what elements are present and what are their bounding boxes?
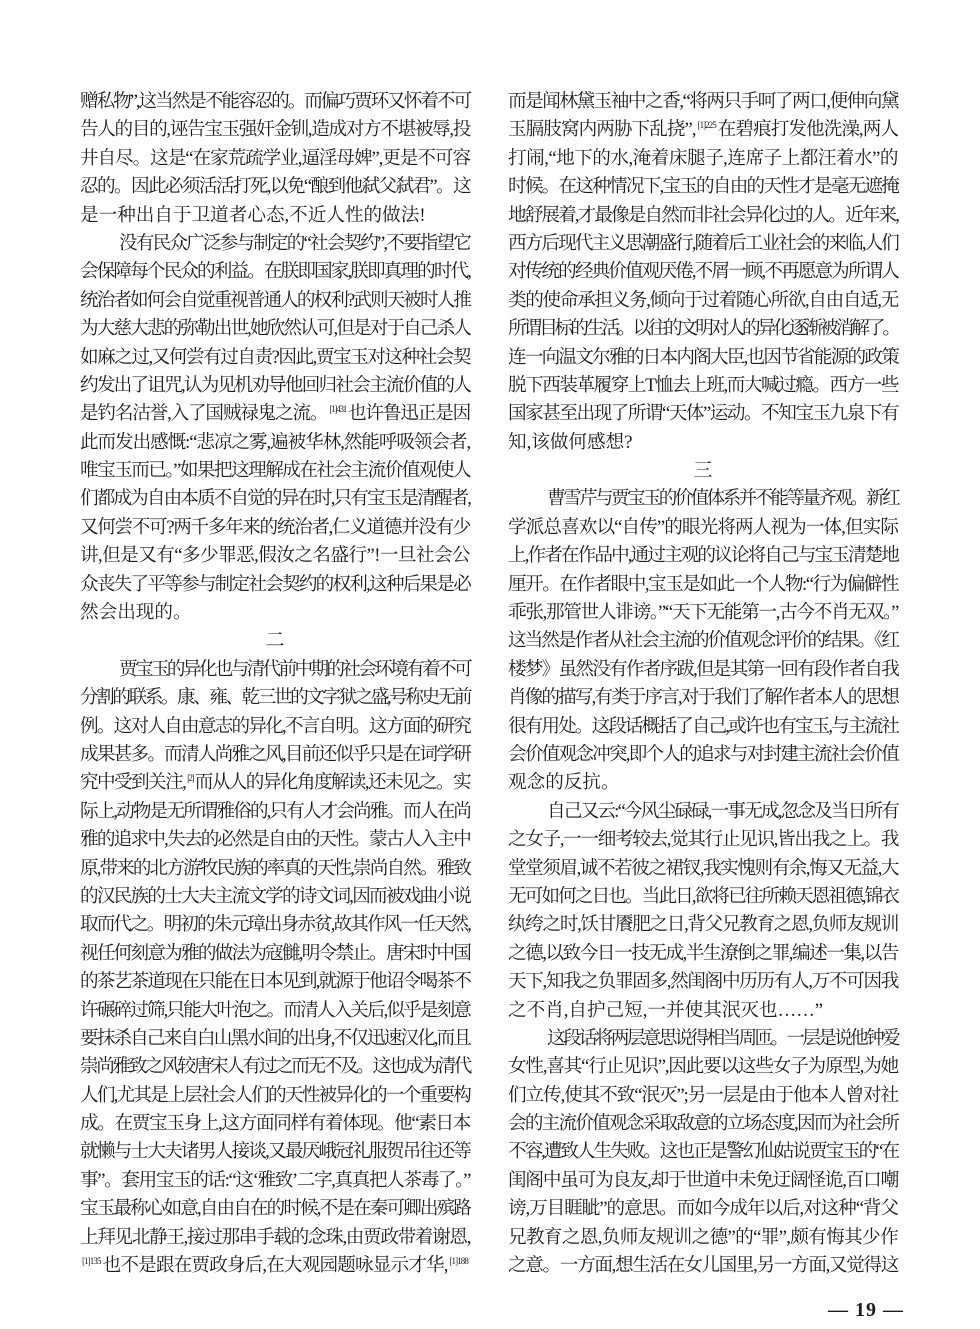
citation-reference: [1]135	[82, 1256, 101, 1267]
text-line: 为大慈大悲的弥勒出世,她欣然认可,但是对于自己杀人	[80, 318, 470, 340]
text-line: 之德,以致今日一技无成,半生潦倒之罪,编述一集,以告	[508, 942, 898, 964]
paragraph	[508, 485, 898, 797]
text-line: 类的使命承担义务,倾向于过着随心所欲,自由自适,无	[508, 289, 898, 311]
text-line: 就懒与士大夫诸男人接谈,又最厌峨冠礼服贺吊往还等	[80, 1141, 470, 1163]
text-line: 观念的反抗。	[508, 772, 620, 794]
text-line: 无可如何之日也。当此日,欲将已往所赖天恩祖德,锦衣	[508, 885, 898, 907]
text-line: 这段话将两层意思说得相当周匝。一层是说他钟爱	[547, 1027, 898, 1049]
text-line: 上,作者在作品中,通过主观的议论将自己与宝玉清楚地	[508, 545, 898, 567]
text-line: 人们,尤其是上层社会人们的天性被异化的一个重要构	[80, 1084, 470, 1106]
citation-reference: [2]	[187, 773, 193, 784]
section-heading: 三	[693, 460, 713, 482]
text-line: 们立传,使其不致“泯灭”;另一层是由于他本人曾对社	[508, 1084, 898, 1106]
text-line: 许碾碎过筛,只能大叶泡之。而清人入关后,似乎是刻意	[80, 999, 470, 1021]
text-line: 要抹杀自己来自白山黑水间的出身,不仅迅速汉化,而且	[80, 1027, 470, 1049]
text-line: 唯宝玉而已。”如果把这理解成在社会主流价值观使人	[80, 460, 470, 482]
text-line: 曹雪芹与贾宝玉的价值体系并不能等量齐观。新红	[547, 488, 898, 510]
text-line: 取而代之。明初的朱元璋出身赤贫,故其作风一任天然,	[80, 914, 470, 936]
text-line: 连一向温文尔雅的日本内阁大臣,也因节省能源的政策	[508, 346, 898, 368]
text-line: 肖像的描写,有类于序言,对于我们了解作者本人的思想	[508, 687, 898, 709]
text-line: 所谓目标的生活。以往的文明对人的异化逐渐被消解了。	[508, 318, 898, 340]
section-heading: 二	[265, 630, 285, 652]
text-line: 女性,喜其“行止见识”,因此要以这些女子为原型,为她	[508, 1056, 898, 1078]
text-line: 国家甚至出现了所谓“天体”运动。不知宝玉九泉下有	[508, 403, 898, 425]
text-line: 是一种出自于卫道者心态,不近人性的做法!	[80, 204, 426, 226]
text-line: 乖张,那管世人诽谤。”“天下无能第一,古今不肖无双。”	[508, 602, 898, 624]
text-line: 告人的目的,诬告宝玉强奸金钏,造成对方不堪被辱,投	[80, 119, 470, 141]
text-line: 的茶艺茶道现在只能在日本见到,就源于他诏令喝茶不	[80, 971, 470, 993]
text-line: 们都成为自由本质不自觉的异在时,只有宝玉是清醒者,	[80, 488, 470, 510]
text-line: $^{[1]135}$ 也不是跟在贾政身后,在大观园题咏显示才华, $^{[1]188}$	[82, 1255, 468, 1277]
text-line: 时候。在这种情况下,宝玉的自由的天性才是毫无遮掩	[508, 176, 898, 198]
text-line: 忍的。因此必须活活打死,以免“酿到他弑父弑君”。这	[80, 176, 470, 198]
text-line: 讲,但是又有“多少罪恶,假汝之名盛行”!一旦社会公	[80, 545, 470, 567]
text-line: 井自尽。这是“在家荒疏学业,逼淫母婢”,更是不可容	[80, 147, 470, 169]
text-line: 没有民众广泛参与制定的“社会契约”,不要指望它	[119, 232, 470, 254]
text-line: 楼梦》虽然没有作者序跋,但是其第一回有段作者自我	[508, 658, 898, 680]
text-line: 知,该做何感想?	[508, 431, 633, 453]
text-line: 玉膈肢窝内两胁下乱挠”, $^{[1]225}$ 在碧痕打发他洗澡,两人	[508, 119, 898, 141]
text-line: 视任何刻意为雅的做法为寇雠,明令禁止。唐宋时中国	[80, 942, 470, 964]
text-line: 不容,遭致人生失败。这也正是警幻仙姑说贾宝玉的“在	[508, 1141, 898, 1163]
text-line: 打闹,“地下的水,淹着床腿子,连席子上都汪着水”的	[508, 147, 898, 169]
text-line: 又何尝不可?两千多年来的统治者,仁义道德并没有少	[80, 516, 470, 538]
paragraph	[508, 88, 898, 457]
paragraph	[508, 1025, 898, 1281]
text-line: 脱下西装革履穿上T恤去上班,而大喊过瘾。西方一些	[508, 374, 898, 396]
text-line: 统治者如何会自觉重视普通人的权利?武则天被时人推	[80, 289, 470, 311]
text-line: 究中受到关注, [2] 而从人的异化角度解读,还未见之。实	[80, 772, 470, 794]
paragraph	[508, 798, 898, 1025]
text-line: 地舒展着,才最像是自然而非社会异化过的人。近年来,	[508, 204, 898, 226]
text-line: 际上,动物是无所谓雅俗的,只有人才会尚雅。而人在尚	[80, 800, 470, 822]
text-line: 很有用处。这段话概括了自己,或许也有宝玉,与主流社	[508, 715, 898, 737]
text-line: 崇尚雅致之风较唐宋人有过之而无不及。这也成为清代	[80, 1056, 470, 1078]
citation-reference: [1]431	[329, 404, 347, 415]
text-line: 会保障每个民众的利益。在朕即国家,朕即真理的时代,	[80, 261, 470, 283]
text-line: 赠私物”,这当然是不能容忍的。而偏巧贾环又怀着不可	[80, 91, 470, 112]
text-line: 会的主流价值观念采取敌意的立场态度,因而为社会所	[508, 1113, 898, 1135]
text-line: 宝玉最称心如意,自由自在的时候,不是在秦可卿出殡路	[80, 1198, 470, 1220]
text-line: 原,带来的北方游牧民族的率真的天性,崇尚自然。雅致	[80, 857, 470, 879]
text-line: 分割的联系。康、雍、乾三世的文字狱之盛,号称史无前	[80, 687, 470, 709]
text-line: 雅的追求中,失去的必然是自由的天性。蒙古人入主中	[80, 829, 470, 851]
text-line: 之意。一方面,想生活在女儿国里,另一方面,又觉得这	[508, 1255, 898, 1277]
citation-reference: [1]188	[449, 1256, 468, 1267]
paragraph	[80, 88, 470, 230]
text-line: 兄教育之恩,负师友规训之德”的“罪”,颇有悔其少作	[508, 1226, 898, 1248]
text-line: 这当然是作者从社会主流的价值观念评价的结果。《红	[508, 630, 898, 652]
text-line: 事”。套用宝玉的话:“这‘雅致’二字,真真把人茶毒了。”	[80, 1169, 470, 1191]
text-line: 厘开。在作者眼中,宝玉是如此一个人物:“行为偏僻性	[508, 573, 898, 595]
text-line: 贾宝玉的异化也与清代前中期的社会环境有着不可	[119, 658, 470, 680]
text-line: 上拜见北静王,接过那串手载的念珠,由贾政带着谢恩,	[80, 1226, 470, 1248]
text-line: 会价值观念冲突,即个人的追求与对封建主流社会价值	[508, 743, 898, 765]
text-line: 纨绔之时,饫甘餍肥之日,背父兄教育之恩,负师友规训	[508, 914, 898, 936]
text-line: 成。在贾宝玉身上,这方面同样有着体现。他“素日本	[80, 1113, 470, 1135]
citation-reference: [1]225	[697, 120, 716, 131]
text-line: 闺阁中虽可为良友,却于世道中未免迂阔怪诡,百口嘲	[508, 1169, 898, 1191]
text-line: 如麻之过,又何尝有过自责?因此,贾宝玉对这种社会契	[80, 346, 470, 368]
text-line: 之女子,一一细考较去,觉其行止见识,皆出我之上。我	[508, 829, 898, 851]
text-line: 学派总喜欢以“自传”的眼光将两人视为一体,但实际	[508, 516, 898, 538]
paragraph	[80, 656, 470, 1281]
text-line: 而是闻林黛玉袖中之香,“将两只手呵了两口,便伸向黛	[508, 91, 898, 112]
text-line: 然会出现的。	[80, 602, 192, 624]
text-line: 众丧失了平等参与制定社会契约的权利,这种后果是必	[80, 573, 470, 595]
text-line: 约发出了诅咒,认为见机劝导他回归社会主流价值的人	[80, 374, 470, 396]
paragraph	[80, 230, 470, 627]
left-column	[80, 88, 470, 1280]
text-line: 的汉民族的士大夫主流文学的诗文词,因而被戏曲小说	[80, 885, 470, 907]
text-line: 是钓名沽誉,入了国贼禄鬼之流。 $^{[1]431}$ 也许鲁迅正是因	[80, 403, 470, 425]
text-line: 谤,万目睚眦”的意思。而如今成年以后,对这种“背父	[508, 1198, 898, 1220]
text-line: 之不肖,自护己短,一并使其泯灭也……”	[508, 999, 824, 1021]
text-line: 西方后现代主义思潮盛行,随着后工业社会的来临,人们	[508, 232, 898, 254]
text-line: 此而发出感慨:“悲凉之雾,遍被华林,然能呼吸领会者,	[80, 431, 470, 453]
right-column	[508, 88, 898, 1280]
text-line: 天下,知我之负罪固多,然闺阁中历历有人,万不可因我	[508, 971, 898, 993]
text-line: 堂堂须眉,诚不若彼之裙钗,我实愧则有余,悔又无益,大	[508, 857, 898, 879]
page-number: — 19 —	[828, 1299, 904, 1321]
text-line: 对传统的经典价值观厌倦,不屑一顾,不再愿意为所谓人	[508, 261, 898, 283]
text-line: 成果甚多。而清人尚雅之风,目前还似乎只是在词学研	[80, 743, 470, 765]
text-line: 例。这对人自由意志的异化,不言自明。这方面的研究	[80, 715, 470, 737]
text-line: 自己又云:“今风尘碌碌,一事无成,忽念及当日所有	[547, 800, 898, 822]
